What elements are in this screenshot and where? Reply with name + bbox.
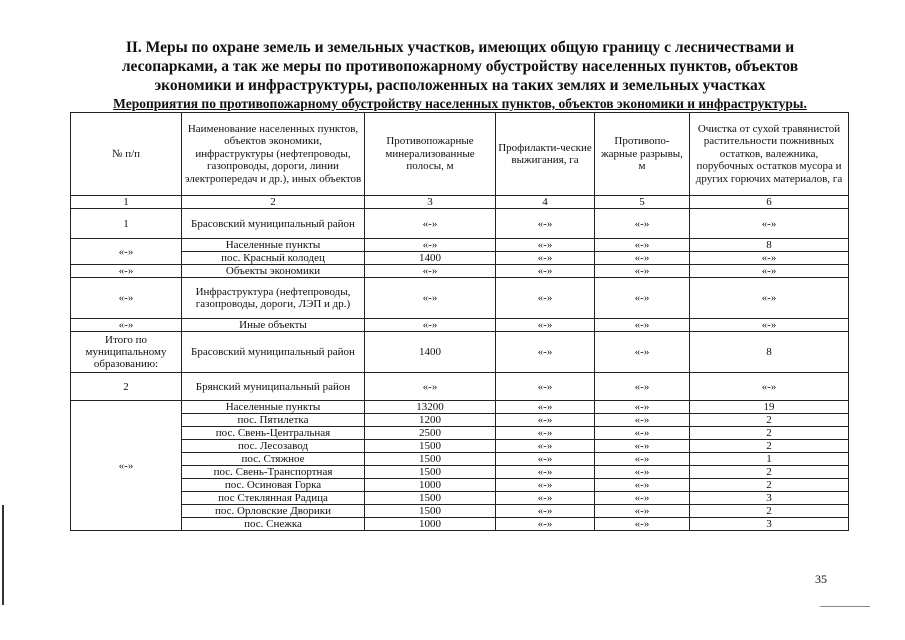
cell-burn: «-» bbox=[496, 209, 595, 239]
cell-burn: «-» bbox=[496, 332, 595, 373]
page-number: 35 bbox=[815, 572, 827, 586]
cell-burn: «-» bbox=[496, 278, 595, 319]
table-row bbox=[71, 278, 849, 319]
cell-strips: «-» bbox=[365, 265, 496, 278]
heading-line: экономики и инфраструктуры, расположенных на таких землях и земельных участках bbox=[154, 77, 766, 94]
table-row bbox=[71, 265, 849, 278]
cell-name: Иные объекты bbox=[182, 319, 365, 332]
cell-name: Инфраструктура (нефтепроводы, газопроводы, дороги, ЛЭП и др.) bbox=[182, 278, 365, 319]
cell-name: Брянский муниципальный район bbox=[182, 373, 365, 401]
cell-name: пос. Красный колодец bbox=[182, 252, 365, 265]
cell-gaps: «-» bbox=[595, 479, 690, 492]
cell-strips: 1000 bbox=[365, 479, 496, 492]
cell-gaps: «-» bbox=[595, 319, 690, 332]
cell-gaps: «-» bbox=[595, 453, 690, 466]
cell-name: пос. Осиновая Горка bbox=[182, 479, 365, 492]
cell-strips: 1200 bbox=[365, 414, 496, 427]
table-row bbox=[71, 466, 849, 479]
cell-clean: 2 bbox=[690, 427, 849, 440]
cell-name: пос. Лесозавод bbox=[182, 440, 365, 453]
cell-burn: «-» bbox=[496, 401, 595, 414]
col-number: 3 bbox=[365, 196, 496, 209]
table-row bbox=[71, 252, 849, 265]
cell-name: пос. Пятилетка bbox=[182, 414, 365, 427]
cell-strips: 1400 bbox=[365, 332, 496, 373]
cell-name: Объекты экономики bbox=[182, 265, 365, 278]
cell-strips: 13200 bbox=[365, 401, 496, 414]
section-heading bbox=[60, 38, 860, 95]
cell-strips: «-» bbox=[365, 278, 496, 319]
table-row bbox=[71, 479, 849, 492]
cell-num: Итого по муниципальному образованию: bbox=[71, 332, 182, 373]
cell-gaps: «-» bbox=[595, 278, 690, 319]
table-row bbox=[71, 239, 849, 252]
cell-num: 1 bbox=[71, 209, 182, 239]
cell-num: «-» bbox=[71, 265, 182, 278]
cell-gaps: «-» bbox=[595, 332, 690, 373]
cell-burn: «-» bbox=[496, 466, 595, 479]
cell-name: пос. Орловские Дворики bbox=[182, 505, 365, 518]
cell-name: пос. Стяжное bbox=[182, 453, 365, 466]
table-row bbox=[71, 505, 849, 518]
cell-name: пос. Свень-Центральная bbox=[182, 427, 365, 440]
scan-line-mark bbox=[820, 606, 870, 607]
cell-name: пос. Снежка bbox=[182, 518, 365, 531]
col-number: 2 bbox=[182, 196, 365, 209]
cell-burn: «-» bbox=[496, 492, 595, 505]
cell-burn: «-» bbox=[496, 265, 595, 278]
header-num: № п/п bbox=[71, 113, 182, 196]
cell-gaps: «-» bbox=[595, 466, 690, 479]
header-strips: Противопожарные минерализованные полосы, м bbox=[365, 113, 496, 196]
table-row bbox=[71, 209, 849, 239]
scan-edge-mark bbox=[2, 505, 4, 605]
cell-burn: «-» bbox=[496, 252, 595, 265]
total-row bbox=[71, 332, 849, 373]
col-number: 6 bbox=[690, 196, 849, 209]
cell-gaps: «-» bbox=[595, 440, 690, 453]
heading-line: II. Меры по охране земель и земельных участков, имеющих общую границу с лесничествами и bbox=[125, 39, 795, 56]
cell-clean: 8 bbox=[690, 332, 849, 373]
cell-strips: 1500 bbox=[365, 505, 496, 518]
cell-clean: 2 bbox=[690, 466, 849, 479]
cell-clean: 2 bbox=[690, 505, 849, 518]
cell-name: Брасовский муниципальный район bbox=[182, 209, 365, 239]
cell-clean: «-» bbox=[690, 373, 849, 401]
cell-strips: 2500 bbox=[365, 427, 496, 440]
cell-clean: 19 bbox=[690, 401, 849, 414]
table-row bbox=[71, 414, 849, 427]
col-number: 5 bbox=[595, 196, 690, 209]
cell-gaps: «-» bbox=[595, 209, 690, 239]
cell-gaps: «-» bbox=[595, 265, 690, 278]
cell-num: «-» bbox=[71, 401, 182, 531]
cell-burn: «-» bbox=[496, 505, 595, 518]
cell-clean: «-» bbox=[690, 209, 849, 239]
cell-gaps: «-» bbox=[595, 373, 690, 401]
cell-clean: 1 bbox=[690, 453, 849, 466]
cell-gaps: «-» bbox=[595, 239, 690, 252]
col-number: 4 bbox=[496, 196, 595, 209]
cell-strips: «-» bbox=[365, 373, 496, 401]
table-row bbox=[71, 373, 849, 401]
cell-burn: «-» bbox=[496, 373, 595, 401]
cell-name: пос. Свень-Транспортная bbox=[182, 466, 365, 479]
table-caption: Мероприятия по противопожарному обустройству населенных пунктов, объектов экономики и инфраструктуры. bbox=[113, 96, 807, 111]
table-row bbox=[71, 518, 849, 531]
header-burn: Профилакти-ческие выжигания, га bbox=[496, 113, 595, 196]
cell-gaps: «-» bbox=[595, 401, 690, 414]
cell-burn: «-» bbox=[496, 239, 595, 252]
cell-clean: 8 bbox=[690, 239, 849, 252]
header-row bbox=[71, 113, 849, 196]
cell-burn: «-» bbox=[496, 440, 595, 453]
cell-num: 2 bbox=[71, 373, 182, 401]
cell-clean: «-» bbox=[690, 319, 849, 332]
cell-clean: 3 bbox=[690, 492, 849, 505]
cell-name: пос Стеклянная Радица bbox=[182, 492, 365, 505]
cell-strips: 1500 bbox=[365, 440, 496, 453]
cell-strips: «-» bbox=[365, 209, 496, 239]
cell-strips: «-» bbox=[365, 319, 496, 332]
cell-clean: 2 bbox=[690, 440, 849, 453]
header-gaps: Противопо-жарные разрывы, м bbox=[595, 113, 690, 196]
cell-burn: «-» bbox=[496, 518, 595, 531]
cell-burn: «-» bbox=[496, 427, 595, 440]
cell-clean: «-» bbox=[690, 265, 849, 278]
cell-gaps: «-» bbox=[595, 252, 690, 265]
cell-strips: 1400 bbox=[365, 252, 496, 265]
cell-clean: 2 bbox=[690, 414, 849, 427]
table-row bbox=[71, 453, 849, 466]
cell-gaps: «-» bbox=[595, 414, 690, 427]
cell-num: «-» bbox=[71, 319, 182, 332]
col-number: 1 bbox=[71, 196, 182, 209]
heading-line: лесопарками, а так же меры по противопожарному обустройству населенных пунктов, объектов bbox=[121, 58, 799, 75]
cell-num: «-» bbox=[71, 239, 182, 265]
cell-gaps: «-» bbox=[595, 427, 690, 440]
cell-clean: 3 bbox=[690, 518, 849, 531]
cell-name: Населенные пункты bbox=[182, 239, 365, 252]
cell-num: «-» bbox=[71, 278, 182, 319]
cell-burn: «-» bbox=[496, 453, 595, 466]
fire-prevention-table bbox=[70, 112, 849, 531]
cell-strips: 1500 bbox=[365, 492, 496, 505]
cell-clean: «-» bbox=[690, 252, 849, 265]
cell-clean: 2 bbox=[690, 479, 849, 492]
cell-gaps: «-» bbox=[595, 518, 690, 531]
cell-strips: 1500 bbox=[365, 466, 496, 479]
cell-strips: «-» bbox=[365, 239, 496, 252]
cell-name: Брасовский муниципальный район bbox=[182, 332, 365, 373]
cell-gaps: «-» bbox=[595, 505, 690, 518]
cell-name: Населенные пункты bbox=[182, 401, 365, 414]
table-row bbox=[71, 319, 849, 332]
cell-clean: «-» bbox=[690, 278, 849, 319]
cell-burn: «-» bbox=[496, 479, 595, 492]
header-name: Наименование населенных пунктов, объектов экономики, инфраструктуры (нефтепроводы, газопроводы, дороги, линии электропередач и др.), иных объектов bbox=[182, 113, 365, 196]
table-row bbox=[71, 492, 849, 505]
cell-strips: 1000 bbox=[365, 518, 496, 531]
cell-burn: «-» bbox=[496, 319, 595, 332]
table-row bbox=[71, 440, 849, 453]
cell-strips: 1500 bbox=[365, 453, 496, 466]
table-row bbox=[71, 401, 849, 414]
header-clean: Очистка от сухой травянистой растительности пожнивных остатков, валежника, порубочных остатков мусора и других горючих материалов, га bbox=[690, 113, 849, 196]
table-row bbox=[71, 427, 849, 440]
column-number-row bbox=[71, 196, 849, 209]
cell-gaps: «-» bbox=[595, 492, 690, 505]
cell-burn: «-» bbox=[496, 414, 595, 427]
